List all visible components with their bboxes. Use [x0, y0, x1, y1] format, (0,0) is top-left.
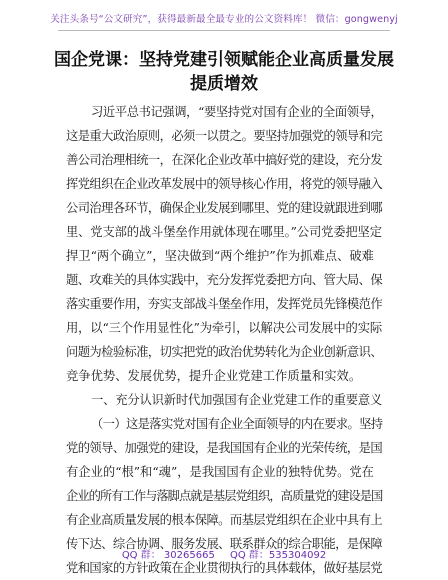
body-line: 企业的所有工作与落脚点就是基层党组织，高质量党的建设是国 — [66, 489, 383, 503]
header-promo-text: 关注头条号“公文研究”，获得最新最全最专业的公文资料库！ 微信：gongwenyj — [50, 14, 398, 25]
page-header — [0, 0, 448, 34]
body-line: 习近平总书记强调，“要坚持党对国有企业的全面领导， — [91, 105, 383, 119]
footer-qq-group-2: QQ 群：535304092 — [230, 550, 327, 561]
body-line: 党的领导、加强党的建设，是我国国有企业的光荣传统，是国 — [66, 441, 383, 455]
body-line: 用，以“三个作用显性化”为牵引，以解决公司发展中的实际 — [66, 321, 382, 335]
body-line: 捍卫“两个确立”，坚决做到“两个维护”作为抓难点、破难 — [66, 249, 374, 263]
body-line: 挥党组织在企业改革发展中的领导核心作用，将党的领导融入 — [66, 177, 383, 191]
title-line-2: 提质增效 — [190, 74, 258, 94]
body-line: 有企业的“根”和“魂”，是我国国有企业的独特优势。党在 — [66, 465, 374, 479]
body-line: 传下达、综合协调、服务发展、联系群众的综合职能，是保障 — [66, 537, 383, 551]
body-line: 题、攻难关的具体实践中，充分发挥党委把方向、管大局、保 — [66, 273, 383, 287]
body-line: 落实重要作用，夯实支部战斗堡垒作用，发挥党员先锋模范作 — [66, 297, 383, 311]
body-line: 公司治理各环节，确保企业发展到哪里、党的建设就跟进到哪 — [66, 201, 383, 215]
body-line: 善公司治理相统一，在深化企业改革中搞好党的建设，充分发 — [66, 153, 383, 167]
document-title — [40, 48, 408, 96]
page-footer — [0, 546, 448, 561]
footer-qq-group-1: QQ 群： 30265665 — [121, 550, 215, 561]
header-divider — [58, 30, 390, 31]
body-line: 竞争优势、发展优势，提升企业党建工作质量和实效。 — [66, 369, 362, 383]
body-line: 党和国家的方针政策在企业贯彻执行的具体载体，做好基层党 — [66, 561, 383, 575]
body-line: （一）这是落实党对国有企业全面领导的内在要求。坚持 — [91, 417, 383, 431]
title-line-1: 国企党课：坚持党建引领赋能企业高质量发展 — [54, 50, 394, 70]
section-heading: 一、充分认识新时代加强国有企业党建工作的重要意义 — [91, 393, 383, 407]
body-line: 有企业高质量发展的根本保障。而基层党组织在企业中具有上 — [66, 513, 383, 527]
body-line: 里、党支部的战斗堡垒作用就体现在哪里。”公司党委把坚定 — [66, 225, 382, 239]
body-line: 这是重大政治原则，必须一以贯之。要坚持加强党的领导和完 — [66, 129, 383, 143]
body-line: 问题为检验标准，切实把党的政治优势转化为企业创新意识、 — [66, 345, 383, 359]
